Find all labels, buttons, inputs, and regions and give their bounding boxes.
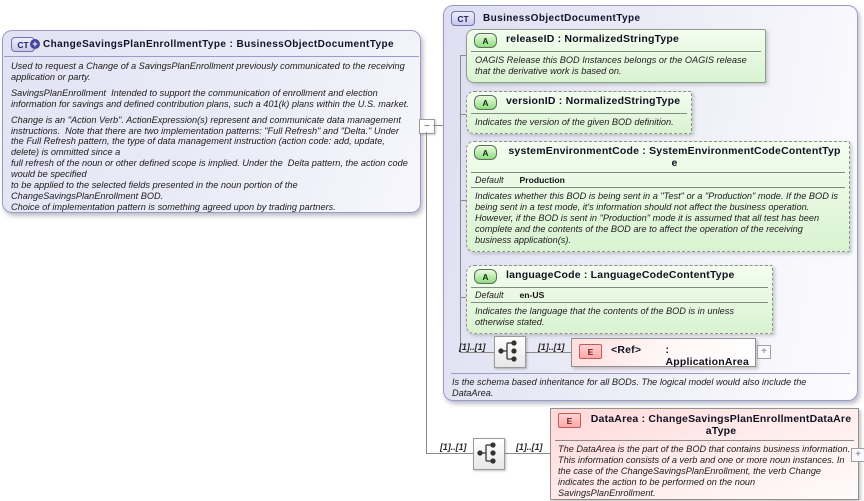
default-label: Default	[475, 175, 504, 185]
element-name: <Ref>	[611, 344, 642, 356]
attribute-name: languageCode : LanguageCodeContentType	[506, 269, 735, 281]
derived-plus-icon: +	[30, 39, 40, 49]
element-dataarea[interactable]	[550, 408, 859, 500]
attribute-name: systemEnvironmentCode : SystemEnvironmentCodeContentType	[508, 145, 841, 169]
element-title: DataArea : ChangeSavingsPlanEnrollmentDataAreaType	[590, 413, 852, 437]
complextype-title: BusinessObjectDocumentType	[483, 13, 641, 24]
attribute-icon: A	[474, 33, 497, 48]
inheritance-doc: Is the schema based inheritance for all BODs. The logical model would also include the DataArea.	[452, 377, 807, 398]
complextype-icon	[11, 37, 38, 52]
expand-button[interactable]	[851, 448, 864, 462]
attribute-doc: Indicates the language that the contents of the BOD is in unless otherwise stated.	[475, 306, 737, 327]
connector-line	[433, 125, 443, 126]
attribute-icon: A	[474, 95, 497, 110]
sequence-icon	[473, 438, 505, 470]
doc-paragraph: SavingsPlanEnrollment Intended to support the communication of enrollment and election information for savings and defined contribution plans, such a 401(k) plans within the U.S. market.	[11, 87, 409, 109]
collapse-toggle[interactable]	[419, 119, 435, 134]
attribute-versionid[interactable]	[466, 91, 692, 134]
complextype-icon	[451, 11, 475, 26]
attribute-doc: Indicates the version of the given BOD definition.	[475, 117, 674, 127]
connector-line	[426, 132, 427, 453]
connector-line	[503, 453, 550, 454]
complextype-box-changesavingsplanenrollment[interactable]	[2, 30, 421, 213]
element-ref-applicationarea[interactable]	[571, 338, 756, 367]
cardinality-label: [1]..[1]	[459, 342, 486, 352]
element-icon: E	[558, 413, 581, 428]
plus-icon: +	[761, 346, 767, 357]
complextype-title: ChangeSavingsPlanEnrollmentType : BusinessObjectDocumentType	[43, 39, 394, 50]
element-icon: E	[579, 344, 602, 359]
doc-paragraph: Change is an "Action Verb". ActionExpression(s) represent and communicate data management instructions. Note that there are two implementation patterns: "Full Refresh" and "Delta." Under the Full Refresh pattern, the type of data management instruction (action code: add, update, delete) is ommitted since a full refresh of the noun or other defined scope is implied. Under the Delta pattern, the action code would be specified to be applied to the selected fields presented in the noun portion of the ChangeSavingsPlanEnrollment BOD. Choice of implementation pattern is something agreed upon by trading partners.	[11, 114, 408, 212]
attribute-doc: OAGIS Release this BOD Instances belongs or the OAGIS release that the derivative work is based on.	[475, 55, 750, 76]
default-value: Production	[519, 175, 565, 185]
connector-line	[460, 55, 461, 352]
plus-icon: +	[855, 449, 861, 460]
attribute-doc: Indicates whether this BOD is being sent in a "Test" or a "Production" mode. If the BOD is being sent in a test mode, it's information should not affect the business operation. However, if the BOD is sent in "Production" mode it is assumed that all test has been complete and the contents of the BOD are to affect the operation of the receiving business application(s).	[475, 191, 841, 245]
connector-line	[460, 352, 494, 353]
cardinality-label: [1]..[1]	[516, 442, 543, 452]
attribute-releaseid[interactable]	[466, 29, 766, 83]
expand-button[interactable]	[757, 345, 771, 359]
attribute-icon: A	[474, 269, 497, 284]
ct-badge-label: CT	[17, 39, 29, 50]
connector-line	[524, 352, 571, 353]
default-row	[467, 173, 849, 187]
element-type: : ApplicationArea	[665, 344, 749, 368]
attribute-name: releaseID : NormalizedStringType	[506, 33, 680, 45]
cardinality-label: [1]..[1]	[538, 342, 565, 352]
attribute-icon: A	[474, 145, 497, 160]
ct-badge-label: CT	[457, 13, 469, 24]
default-row	[467, 288, 772, 302]
attribute-name: versionID : NormalizedStringType	[506, 95, 681, 107]
separator	[451, 373, 850, 374]
cardinality-label: [1]..[1]	[440, 442, 467, 452]
default-label: Default	[475, 290, 504, 300]
sequence-icon	[494, 336, 526, 368]
complextype-header	[444, 6, 857, 29]
attribute-languagecode[interactable]	[466, 265, 773, 334]
complextype-header	[3, 31, 420, 56]
connector-line	[426, 453, 473, 454]
complextype-box-businessobjectdocumenttype[interactable]	[443, 5, 858, 401]
element-doc: The DataArea is the part of the BOD that contains business information. This information consists of a verb and one or more noun instances. In the case of the ChangeSavingsPlanEnrollment, the verb Change indicates the action to be performed on the noun SavingsPlanEnrollment.	[558, 444, 851, 498]
default-value: en-US	[519, 290, 545, 300]
attribute-systemenvironmentcode[interactable]	[466, 141, 850, 252]
minus-icon: −	[424, 120, 430, 132]
doc-paragraph: Used to request a Change of a SavingsPlanEnrollment previously communicated to the receiving application or party.	[11, 61, 408, 82]
